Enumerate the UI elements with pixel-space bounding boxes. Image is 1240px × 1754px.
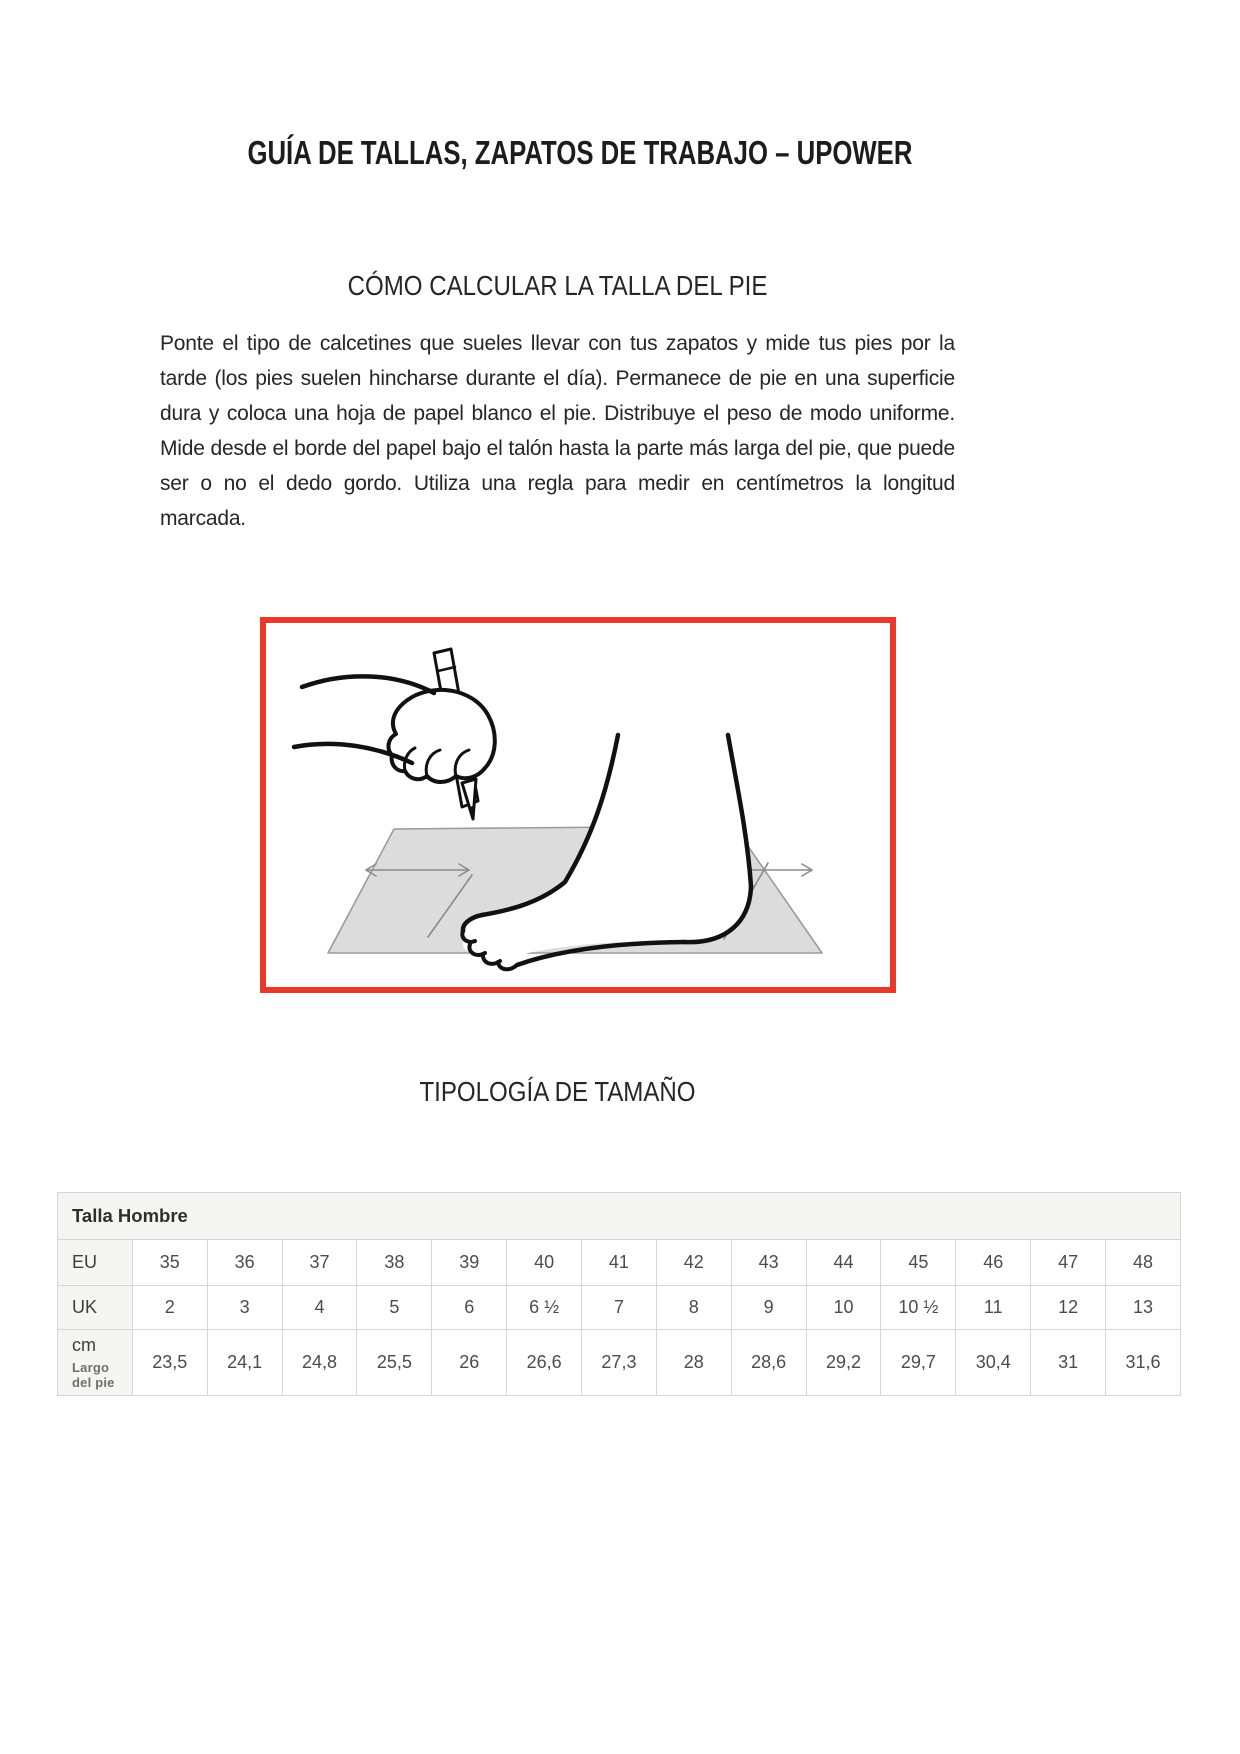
men-size-table bbox=[57, 1192, 1181, 1396]
eu-size-cell: 41 bbox=[582, 1240, 657, 1286]
table-title: Talla Hombre bbox=[58, 1193, 1181, 1240]
uk-size-cell: 4 bbox=[282, 1286, 357, 1330]
foot-outline-tracing-illustration bbox=[266, 623, 890, 987]
uk-size-cell: 8 bbox=[656, 1286, 731, 1330]
eu-size-cell: 36 bbox=[207, 1240, 282, 1286]
uk-size-cell: 12 bbox=[1031, 1286, 1106, 1330]
cm-size-cell: 31,6 bbox=[1106, 1330, 1181, 1396]
uk-size-cell: 9 bbox=[731, 1286, 806, 1330]
cm-size-cell: 27,3 bbox=[582, 1330, 657, 1396]
eu-size-cell: 42 bbox=[656, 1240, 731, 1286]
eu-size-cell: 47 bbox=[1031, 1240, 1106, 1286]
cm-size-cell: 26 bbox=[432, 1330, 507, 1396]
table-row-eu bbox=[58, 1240, 1181, 1286]
page-title: GUÍA DE TALLAS, ZAPATOS DE TRABAJO – UPOWER bbox=[247, 134, 913, 171]
uk-size-cell: 10 bbox=[806, 1286, 881, 1330]
uk-size-cell: 6 bbox=[432, 1286, 507, 1330]
eu-size-cell: 45 bbox=[881, 1240, 956, 1286]
cm-size-cell: 26,6 bbox=[507, 1330, 582, 1396]
uk-size-cell: 11 bbox=[956, 1286, 1031, 1330]
table-row-uk bbox=[58, 1286, 1181, 1330]
eu-size-cell: 43 bbox=[731, 1240, 806, 1286]
eu-size-cell: 46 bbox=[956, 1240, 1031, 1286]
uk-size-cell: 7 bbox=[582, 1286, 657, 1330]
eu-size-cell: 44 bbox=[806, 1240, 881, 1286]
foot-measurement-figure bbox=[260, 617, 896, 993]
cm-size-cell: 25,5 bbox=[357, 1330, 432, 1396]
eu-size-cell: 39 bbox=[432, 1240, 507, 1286]
row-label-uk: UK bbox=[58, 1286, 133, 1330]
uk-size-cell: 3 bbox=[207, 1286, 282, 1330]
uk-size-cell: 10 ½ bbox=[881, 1286, 956, 1330]
measurement-instructions-paragraph: Ponte el tipo de calcetines que sueles llevar con tus zapatos y mide tus pies por la tarde (los pies suelen hincharse durante el día). Permanece de pie en una superficie dura y coloca una hoja de papel blanco el pie. Distribuye el peso de modo uniforme. Mide desde el borde del papel bajo el talón hasta la parte más larga del pie, que puede ser o no el dedo gordo. Utiliza una regla para medir en centímetros la longitud marcada. bbox=[160, 332, 955, 530]
row-label-eu: EU bbox=[58, 1240, 133, 1286]
section-heading-how-to-measure: CÓMO CALCULAR LA TALLA DEL PIE bbox=[347, 270, 768, 301]
uk-size-cell: 6 ½ bbox=[507, 1286, 582, 1330]
size-table-container bbox=[57, 1192, 1181, 1396]
uk-size-cell: 5 bbox=[357, 1286, 432, 1330]
cm-label: cm bbox=[72, 1335, 96, 1355]
eu-size-cell: 38 bbox=[357, 1240, 432, 1286]
eu-size-cell: 35 bbox=[132, 1240, 207, 1286]
cm-size-cell: 28 bbox=[656, 1330, 731, 1396]
cm-size-cell: 31 bbox=[1031, 1330, 1106, 1396]
eu-size-cell: 37 bbox=[282, 1240, 357, 1286]
cm-size-cell: 28,6 bbox=[731, 1330, 806, 1396]
foot-length-sublabel: Largo del pie bbox=[72, 1360, 115, 1390]
row-label-cm bbox=[58, 1330, 133, 1396]
table-row-cm bbox=[58, 1330, 1181, 1396]
section-heading-size-typology: TIPOLOGÍA DE TAMAÑO bbox=[419, 1076, 696, 1107]
eu-size-cell: 48 bbox=[1106, 1240, 1181, 1286]
table-header-row bbox=[58, 1193, 1181, 1240]
uk-size-cell: 13 bbox=[1106, 1286, 1181, 1330]
uk-size-cell: 2 bbox=[132, 1286, 207, 1330]
cm-size-cell: 30,4 bbox=[956, 1330, 1031, 1396]
eu-size-cell: 40 bbox=[507, 1240, 582, 1286]
cm-size-cell: 23,5 bbox=[132, 1330, 207, 1396]
cm-size-cell: 24,8 bbox=[282, 1330, 357, 1396]
cm-size-cell: 29,7 bbox=[881, 1330, 956, 1396]
cm-size-cell: 29,2 bbox=[806, 1330, 881, 1396]
cm-size-cell: 24,1 bbox=[207, 1330, 282, 1396]
